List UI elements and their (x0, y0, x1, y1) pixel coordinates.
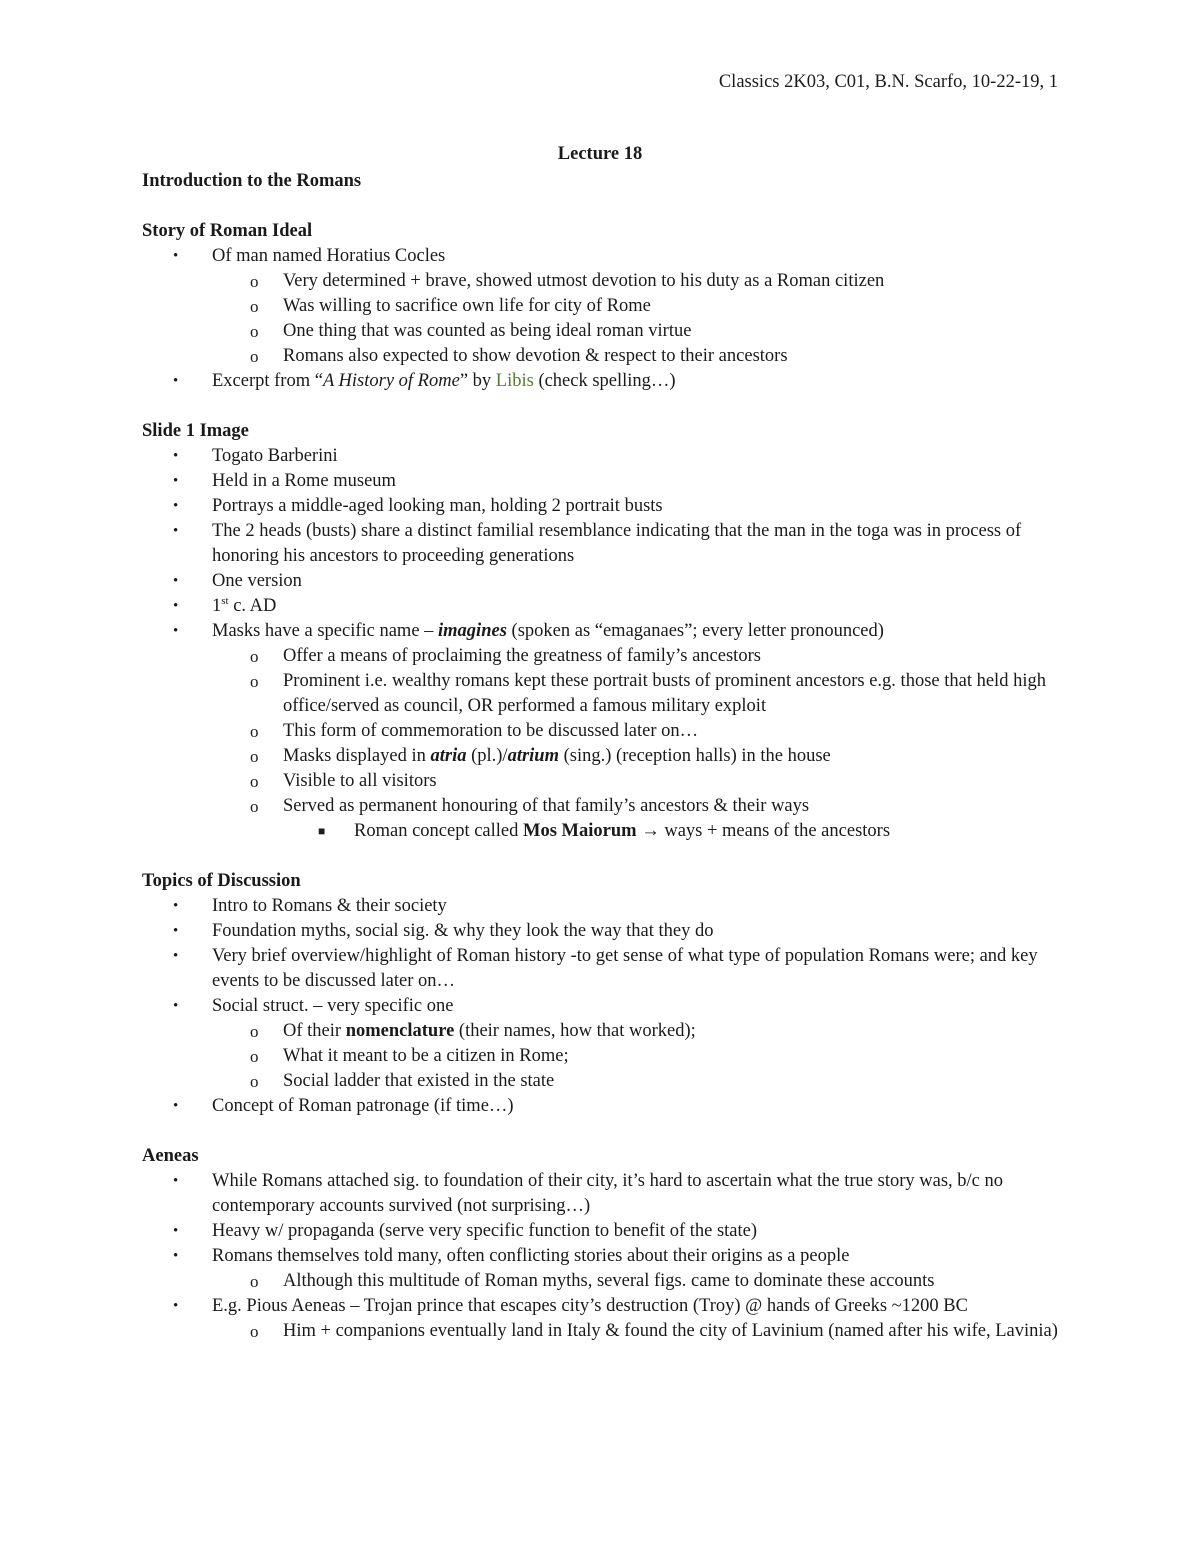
bullet-marker: o (250, 1272, 259, 1291)
list-item (142, 794, 1062, 819)
item-text: c. AD (228, 596, 277, 616)
list-item (142, 1219, 1062, 1244)
item-text: Offer a means of proclaiming the greatness of family’s ancestors (283, 646, 761, 666)
section-story-of-roman-ideal (142, 219, 1062, 394)
item-text: E.g. Pious Aeneas – Trojan prince that escapes city’s destruction (Troy) @ hands of Greeks ~1200 BC (212, 1296, 968, 1316)
bullet-marker: • (173, 473, 179, 489)
list-item (142, 669, 1062, 719)
item-text: Of man named Horatius Cocles (212, 246, 446, 266)
item-text: Concept of Roman patronage (if time…) (212, 1096, 514, 1116)
bullet-marker: o (250, 1047, 259, 1066)
bullet-list (142, 244, 1062, 394)
list-item (142, 769, 1062, 794)
item-text: Very determined + brave, showed utmost devotion to his duty as a Roman citizen (283, 271, 885, 291)
list-item (142, 619, 1062, 644)
item-text: (their names, how that worked); (454, 1021, 696, 1041)
bullet-marker: o (250, 272, 259, 291)
list-item (142, 494, 1062, 519)
bullet-marker: o (250, 747, 259, 766)
item-text: Of their (283, 1021, 346, 1041)
item-text: Heavy w/ propaganda (serve very specific function to benefit of the state) (212, 1221, 758, 1241)
list-item (142, 519, 1062, 569)
list-item (142, 1244, 1062, 1269)
list-item (142, 344, 1062, 369)
list-item (142, 319, 1062, 344)
item-text: ways + means of the ancestors (659, 821, 891, 841)
list-item (142, 594, 1062, 619)
item-text: (pl.)/ (466, 746, 508, 766)
bullet-marker: o (250, 647, 259, 666)
list-item (142, 1019, 1062, 1044)
term-atria: atria (430, 746, 467, 766)
list-item (142, 719, 1062, 744)
term-imagines: imagines (438, 621, 507, 641)
bullet-marker: • (173, 1298, 179, 1314)
bullet-marker: o (250, 672, 259, 691)
lecture-title: Lecture 18 (557, 144, 643, 164)
item-text: Him + companions eventually land in Italy & found the city of Lavinium (named after his wife, Lavinia) (283, 1321, 1058, 1341)
bullet-marker: • (173, 623, 179, 639)
list-item (142, 744, 1062, 769)
list-item (142, 569, 1062, 594)
list-item (142, 1269, 1062, 1294)
item-text: Social struct. – very specific one (212, 996, 454, 1016)
item-text: (sing.) (reception halls) in the house (559, 746, 831, 766)
list-item (142, 469, 1062, 494)
section-heading: Story of Roman Ideal (142, 221, 313, 241)
bullet-marker: o (250, 772, 259, 791)
book-title: A History of Rome (322, 371, 460, 391)
bullet-marker: • (173, 1173, 179, 1189)
list-item (142, 1044, 1062, 1069)
item-text: This form of commemoration to be discussed later on… (283, 721, 699, 741)
bullet-marker: o (250, 297, 259, 316)
ordinal-suffix: st (221, 594, 229, 607)
list-item (142, 444, 1062, 469)
bullet-marker: o (250, 722, 259, 741)
page-header: Classics 2K03, C01, B.N. Scarfo, 10-22-19, 1 (718, 72, 1058, 92)
bullet-marker: • (173, 448, 179, 464)
bullet-list (142, 444, 1062, 844)
list-item (142, 1069, 1062, 1094)
item-text: What it meant to be a citizen in Rome; (283, 1046, 569, 1066)
item-text: One thing that was counted as being ideal roman virtue (283, 321, 692, 341)
bullet-marker: • (173, 1248, 179, 1264)
list-item (142, 1319, 1062, 1344)
list-item (142, 1169, 1062, 1219)
list-item (142, 369, 1062, 394)
item-text: One version (212, 571, 302, 591)
bullet-marker: • (173, 1098, 179, 1114)
item-text: The 2 heads (busts) share a distinct familial resemblance indicating that the man in the toga was in process of honoring his ancestors to proceeding generations (212, 521, 1022, 566)
item-text: Served as permanent honouring of that family’s ancestors & their ways (283, 796, 810, 816)
item-text: Prominent i.e. wealthy romans kept these portrait busts of prominent ancestors e.g. those that held high office/served as council, OR performed a famous military exploit (283, 671, 1046, 716)
bullet-marker: • (173, 248, 179, 264)
item-text: Masks displayed in (283, 746, 431, 766)
bullet-marker: o (250, 1072, 259, 1091)
item-text: ” by (459, 371, 496, 391)
bullet-marker: o (250, 347, 259, 366)
item-text: Very brief overview/highlight of Roman history -to get sense of what type of population Romans were; and key events to be discussed later on… (212, 946, 1038, 991)
bullet-marker: o (250, 322, 259, 341)
bullet-marker: o (250, 1022, 259, 1041)
bullet-marker: o (250, 1322, 259, 1341)
document-body (142, 169, 1062, 1344)
item-text: Romans themselves told many, often conflicting stories about their origins as a people (212, 1246, 850, 1266)
list-item (142, 919, 1062, 944)
term-nomenclature: nomenclature (345, 1021, 455, 1041)
arrow-right-icon: → (641, 821, 660, 841)
list-item (142, 994, 1062, 1019)
bullet-marker: • (173, 573, 179, 589)
section-topics-of-discussion (142, 869, 1062, 1119)
item-text: 1 (212, 596, 222, 616)
document-subtitle: Introduction to the Romans (142, 171, 362, 191)
section-heading: Aeneas (142, 1146, 199, 1166)
list-item (142, 944, 1062, 994)
item-text: Although this multitude of Roman myths, several figs. came to dominate these accounts (283, 1271, 935, 1291)
bullet-marker: • (173, 498, 179, 514)
bullet-marker: o (250, 797, 259, 816)
section-slide-1-image (142, 419, 1062, 844)
section-aeneas (142, 1144, 1062, 1344)
bullet-marker: • (173, 998, 179, 1014)
list-item (142, 294, 1062, 319)
bullet-marker: • (173, 523, 179, 539)
list-item (142, 244, 1062, 269)
bullet-marker: • (173, 898, 179, 914)
bullet-list (142, 894, 1062, 1119)
bullet-marker: • (173, 1223, 179, 1239)
item-text: Excerpt from “ (212, 371, 323, 391)
item-text: (check spelling…) (533, 371, 676, 391)
list-item (142, 894, 1062, 919)
item-text: Social ladder that existed in the state (283, 1071, 555, 1091)
item-text: Roman concept called (354, 821, 524, 841)
list-item (142, 644, 1062, 669)
bullet-list (142, 1169, 1062, 1344)
item-text: Masks have a specific name – (212, 621, 439, 641)
bullet-marker: • (173, 598, 179, 614)
item-text: (spoken as “emaganaes”; every letter pronounced) (506, 621, 884, 641)
list-item (142, 269, 1062, 294)
item-text: While Romans attached sig. to foundation of their city, it’s hard to ascertain what the true story was, b/c no contemporary accounts survived (not surprising…) (212, 1171, 1004, 1216)
section-heading: Topics of Discussion (142, 871, 301, 891)
item-text: Intro to Romans & their society (212, 896, 447, 916)
list-item (142, 1294, 1062, 1319)
bullet-marker: ■ (318, 824, 326, 838)
author-name: Libis (495, 371, 534, 391)
bullet-marker: • (173, 923, 179, 939)
item-text: Held in a Rome museum (212, 471, 396, 491)
item-text: Togato Barberini (212, 446, 338, 466)
list-item (142, 819, 1062, 844)
term-atrium: atrium (507, 746, 559, 766)
item-text: Visible to all visitors (283, 771, 437, 791)
item-text: Romans also expected to show devotion & respect to their ancestors (283, 346, 788, 366)
list-item (142, 1094, 1062, 1119)
section-heading: Slide 1 Image (142, 421, 249, 441)
item-text: Foundation myths, social sig. & why they look the way that they do (212, 921, 714, 941)
bullet-marker: • (173, 948, 179, 964)
bullet-marker: • (173, 373, 179, 389)
item-text: Was willing to sacrifice own life for city of Rome (283, 296, 651, 316)
term-mos-maiorum: Mos Maiorum (523, 821, 637, 841)
item-text: Portrays a middle-aged looking man, holding 2 portrait busts (212, 496, 663, 516)
